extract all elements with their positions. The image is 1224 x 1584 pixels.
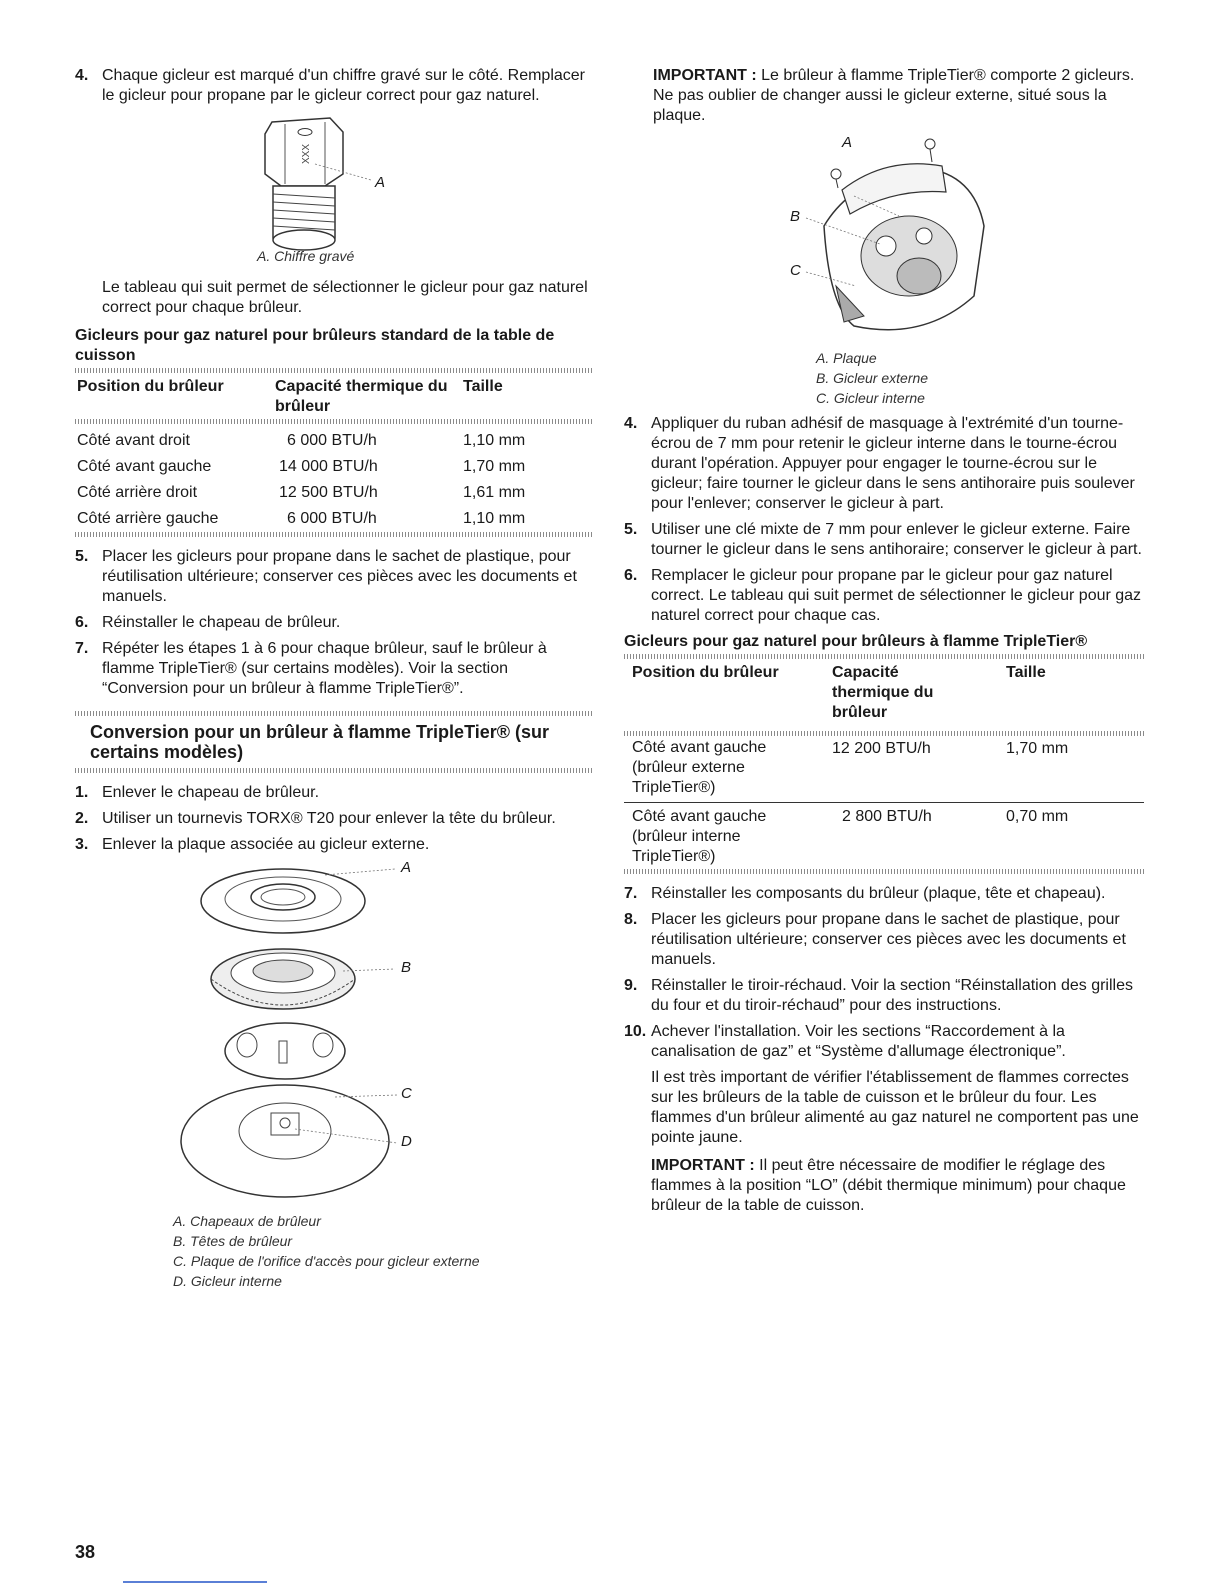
table1-title: Gicleurs pour gaz naturel pour brûleurs standard de la table de cuisson	[75, 327, 555, 364]
cell: 1,10 mm	[463, 510, 526, 527]
cell: 1,70 mm	[463, 458, 526, 475]
step-number: 7.	[75, 640, 89, 657]
cell: 14 000 BTU/h	[279, 458, 378, 475]
step-text: Réinstaller les composants du brûleur (plaque, tête et chapeau).	[651, 885, 1106, 902]
step-6-left	[75, 613, 593, 633]
section-title: Conversion pour un brûleur à flamme TripleTier® (sur certains modèles)	[90, 722, 550, 762]
step-10-right	[624, 1022, 1144, 1062]
step-3-left	[75, 835, 593, 855]
caption-c: C. Plaque de l'orifice d'accès pour gicleur externe	[173, 1253, 480, 1269]
step-text: Remplacer le gicleur pour propane par le gicleur pour gaz naturel correct. Le tableau qui suit permet de sélectionner le gicleur pour gaz naturel correct pour chaque cas.	[651, 567, 1142, 624]
header-capacity: Capacité thermique du brûleur	[275, 378, 448, 415]
callout-b: B	[790, 208, 801, 225]
cell: Côté arrière droit	[77, 484, 198, 501]
step-number: 3.	[75, 836, 89, 853]
cell: Côté avant gauche (brûleur interne TripleTier®)	[632, 808, 767, 865]
step-2-left	[75, 809, 593, 829]
cell: Côté avant droit	[77, 432, 190, 449]
callout-a: A	[842, 134, 853, 151]
step-4-right	[624, 414, 1144, 514]
table-row	[75, 454, 593, 480]
cell: Côté arrière gauche	[77, 510, 219, 527]
callout-a: A	[375, 174, 386, 191]
cell: 12 200 BTU/h	[832, 740, 931, 757]
right-column	[624, 66, 1144, 1216]
figure-plate	[624, 126, 1144, 348]
cell: Côté avant gauche	[77, 458, 212, 475]
step-1-left	[75, 783, 593, 803]
step-number: 4.	[624, 415, 638, 432]
table-row	[624, 736, 1144, 803]
cell: 6 000 BTU/h	[287, 432, 377, 449]
step-7-left	[75, 639, 593, 699]
header-capacity: Capacité thermique du brûleur	[832, 664, 934, 721]
figure-orifice	[75, 112, 593, 282]
page-number: 38	[75, 1542, 96, 1562]
cell: 6 000 BTU/h	[287, 510, 377, 527]
header-position: Position du brûleur	[77, 378, 224, 395]
caption-b: B. Gicleur externe	[816, 370, 929, 386]
step-text: Achever l'installation. Voir les sections “Raccordement à la canalisation de gaz” et “Système d'allumage électronique”.	[651, 1023, 1066, 1060]
header-size: Taille	[1006, 664, 1046, 681]
divider	[75, 768, 593, 773]
step-number: 5.	[624, 521, 638, 538]
divider	[75, 419, 593, 424]
cell: 12 500 BTU/h	[279, 484, 378, 501]
table-row	[75, 480, 593, 506]
intro-paragraph: Le tableau qui suit permet de sélectionner le gicleur pour gaz naturel correct pour chaque brûleur.	[102, 279, 588, 316]
table-tripletier-burners-body	[624, 736, 1144, 869]
step-number: 7.	[624, 885, 638, 902]
step-number: 8.	[624, 911, 638, 928]
caption-c: C. Gicleur interne	[816, 390, 925, 406]
plate-illustration	[624, 126, 1144, 348]
step-9-right	[624, 976, 1144, 1016]
callout-c: C	[790, 262, 801, 279]
step-4-left	[75, 66, 593, 106]
table-header-row	[624, 659, 1144, 725]
caption-b: B. Têtes de brûleur	[173, 1233, 293, 1249]
important-label: IMPORTANT :	[653, 67, 757, 84]
caption-d: D. Gicleur interne	[173, 1273, 282, 1289]
orifice-illustration	[75, 112, 593, 260]
step-5-left	[75, 547, 593, 607]
cell: 0,70 mm	[1006, 808, 1069, 825]
burner-exploded-illustration	[75, 861, 593, 1211]
table-standard-burners	[75, 373, 593, 419]
flames-paragraph: Il est très important de vérifier l'établissement de flammes correctes sur les brûleurs de la table de cuisson et le brûleur du four. Les flammes d'un brûleur alimenté au gaz naturel ne comportent pas une pointe jaune.	[651, 1069, 1139, 1146]
cell: 2 800 BTU/h	[842, 808, 932, 825]
callout-d: D	[401, 1133, 412, 1150]
step-text: Utiliser une clé mixte de 7 mm pour enlever le gicleur externe. Faire tourner le gicleur dans le sens antihoraire; conserver le gicleur à part.	[651, 521, 1142, 558]
step-7-right	[624, 884, 1144, 904]
step-text: Réinstaller le chapeau de brûleur.	[102, 614, 341, 631]
header-size: Taille	[463, 378, 503, 395]
divider	[75, 532, 593, 537]
step-text: Enlever le chapeau de brûleur.	[102, 784, 320, 801]
step-text: Chaque gicleur est marqué d'un chiffre gravé sur le côté. Remplacer le gicleur pour propane par le gicleur correct pour gaz naturel.	[102, 67, 586, 104]
table2-title: Gicleurs pour gaz naturel pour brûleurs à flamme TripleTier®	[624, 633, 1088, 650]
step-text: Enlever la plaque associée au gicleur externe.	[102, 836, 430, 853]
caption-a: A. Plaque	[816, 350, 877, 366]
cell: 1,61 mm	[463, 484, 526, 501]
step-number: 10.	[624, 1023, 647, 1040]
step-text: Utiliser un tournevis TORX® T20 pour enlever la tête du brûleur.	[102, 810, 556, 827]
important-note-2	[624, 1156, 1144, 1216]
figure-burner-exploded	[75, 861, 593, 1211]
step-text: Réinstaller le tiroir-réchaud. Voir la section “Réinstallation des grilles du four et du tiroir-réchaud” pour des instructions.	[651, 977, 1133, 1014]
step-text: Appliquer du ruban adhésif de masquage à l'extrémité d'un tourne-écrou de 7 mm pour retenir le gicleur interne dans le tourne-écrou durant l'opération. Appuyer pour engager le tourne-écrou sur le gicleur; faire tourner le gicleur dans le sens antihoraire puis soulever pour l'enlever; conserver le gicleur à part.	[651, 415, 1135, 512]
step-text: Placer les gicleurs pour propane dans le sachet de plastique, pour réutilisation ultérieure; conserver ces pièces avec les documents et manuels.	[102, 548, 577, 605]
table-standard-burners-body	[75, 428, 593, 532]
cell: 1,70 mm	[1006, 740, 1069, 757]
footer-link-bar	[123, 1581, 267, 1583]
svg-text:XXX: XXX	[301, 143, 312, 164]
step-number: 2.	[75, 810, 89, 827]
step-number: 5.	[75, 548, 89, 565]
step-5-right	[624, 520, 1144, 560]
figure-caption: A. Chiffre gravé	[257, 248, 355, 264]
table-row	[75, 506, 593, 532]
figure-captions	[75, 1211, 593, 1291]
step-6-right	[624, 566, 1144, 626]
important-label: IMPORTANT :	[651, 1157, 755, 1174]
cell: 1,10 mm	[463, 432, 526, 449]
step-number: 4.	[75, 67, 89, 84]
caption-a: A. Chapeaux de brûleur	[173, 1213, 321, 1229]
callout-c: C	[401, 1085, 412, 1102]
step-number: 9.	[624, 977, 638, 994]
callout-a: A	[401, 859, 412, 876]
callout-b: B	[401, 959, 412, 976]
step-number: 6.	[624, 567, 638, 584]
table-header-row	[75, 373, 593, 419]
table-row	[624, 803, 1144, 870]
step-8-right	[624, 910, 1144, 970]
step-text: Répéter les étapes 1 à 6 pour chaque brûleur, sauf le brûleur à flamme TripleTier® (sur certains modèles). Voir la section “Conversion pour un brûleur à flamme TripleTier®”.	[102, 640, 547, 697]
important-text: Le brûleur à flamme TripleTier® comporte 2 gicleurs. Ne pas oublier de changer aussi le gicleur externe, situé sous la plaque.	[653, 67, 1135, 124]
left-column	[75, 66, 593, 1291]
important-text: Il peut être nécessaire de modifier le réglage des flammes à la position “LO” (débit thermique minimum) pour chaque brûleur de la table de cuisson.	[651, 1157, 1126, 1214]
cell: Côté avant gauche (brûleur externe TripleTier®)	[632, 739, 767, 796]
header-position: Position du brûleur	[632, 664, 779, 681]
step-number: 6.	[75, 614, 89, 631]
figure-captions	[624, 348, 1144, 408]
table-tripletier-burners	[624, 659, 1144, 725]
table-row	[75, 428, 593, 454]
divider	[624, 869, 1144, 874]
important-note-1	[624, 66, 1144, 126]
step-number: 1.	[75, 784, 89, 801]
step-text: Placer les gicleurs pour propane dans le sachet de plastique, pour réutilisation ultérieure; conserver ces pièces avec les documents et manuels.	[651, 911, 1126, 968]
